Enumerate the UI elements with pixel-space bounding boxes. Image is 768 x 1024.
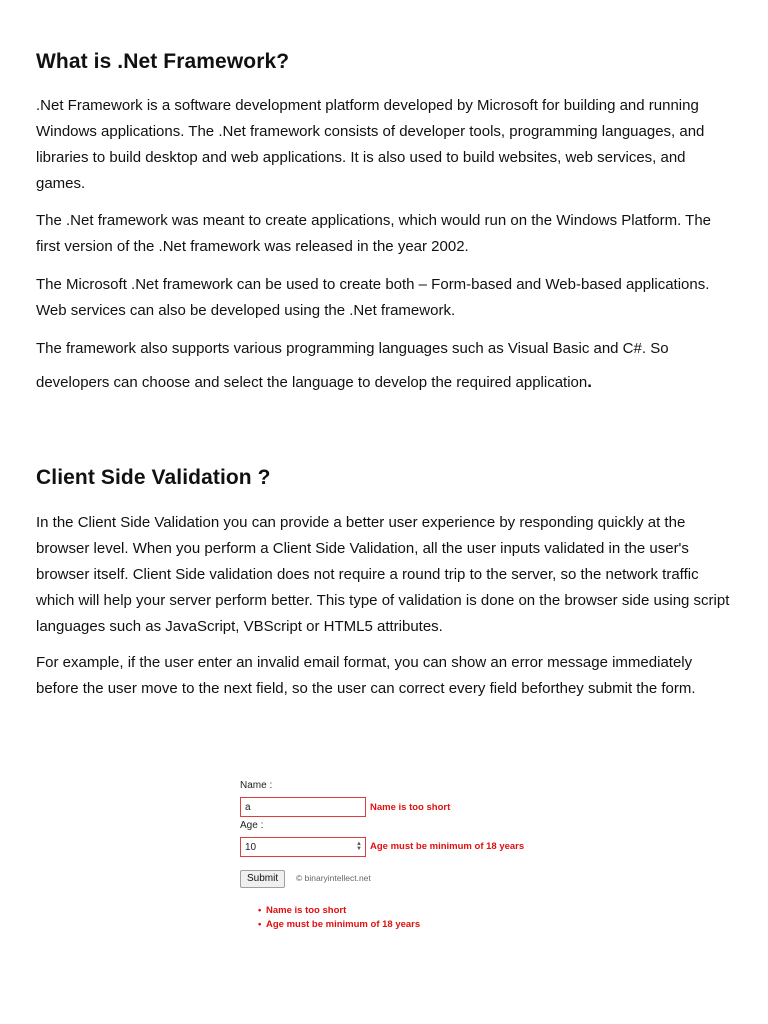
name-error-message: Name is too short [370, 802, 451, 813]
paragraph-net-languages-line1: The framework also supports various programming languages such as Visual Basic and C#. So [36, 340, 669, 357]
paragraph-net-history: The .Net framework was meant to create applications, which would run on the Windows Platform. The first version of the .Net framework was released in the year 2002. [36, 212, 712, 255]
paragraph-end-period: . [587, 372, 592, 391]
age-error-message: Age must be minimum of 18 years [370, 841, 525, 852]
list-item [258, 904, 420, 918]
validation-summary [258, 904, 420, 932]
paragraph-validation-example: For example, if the user enter an invalid email format, you can show an error message immediately before the user move to the next field, so the user can correct every field beforthey submit the form. [36, 654, 696, 697]
paragraph-net-app-types: The Microsoft .Net framework can be used to create both – Form-based and Web-based applications. Web services can also be developed using the .Net framework. [36, 276, 710, 319]
bullet-icon: • [258, 905, 262, 916]
age-label: Age : [240, 820, 264, 831]
summary-item-text: Name is too short [266, 905, 347, 916]
list-item [258, 918, 420, 932]
copyright-text: © binaryintellect.net [296, 873, 371, 883]
summary-item-text: Age must be minimum of 18 years [266, 919, 421, 930]
section-heading-net-framework: What is .Net Framework? [36, 50, 290, 73]
submit-button[interactable]: Submit [240, 870, 285, 888]
paragraph-net-intro: .Net Framework is a software development platform developed by Microsoft for building and running Windows applications. The .Net framework consists of developer tools, programming languages, and libraries to build desktop and web applications. It is also used to build websites, web services, and games. [36, 97, 705, 192]
bullet-icon: • [258, 919, 262, 930]
paragraph-validation-intro: In the Client Side Validation you can provide a better user experience by responding quickly at the browser level. When you perform a Client Side Validation, all the user inputs validated in the user's browser itself. Client Side validation does not require a round trip to the server, so the network traffic which will help your server perform better. This type of validation is done on the browser side using script languages such as JavaScript, VBScript or HTML5 attributes. [36, 514, 730, 635]
paragraph-net-languages-line2-text: developers can choose and select the language to develop the required application [36, 374, 588, 391]
spinner-icon[interactable] [355, 842, 363, 852]
section-heading-client-side-validation: Client Side Validation ? [36, 466, 271, 489]
spinner-up-icon[interactable]: ▲ [356, 841, 362, 847]
spinner-down-icon[interactable]: ▼ [356, 846, 362, 852]
name-label: Name : [240, 780, 273, 791]
paragraph-net-languages-line2 [36, 369, 736, 396]
age-input[interactable] [240, 837, 366, 857]
name-input[interactable]: a [240, 797, 366, 817]
validation-form-illustration [236, 778, 546, 938]
age-input-value: 10 [245, 842, 257, 853]
